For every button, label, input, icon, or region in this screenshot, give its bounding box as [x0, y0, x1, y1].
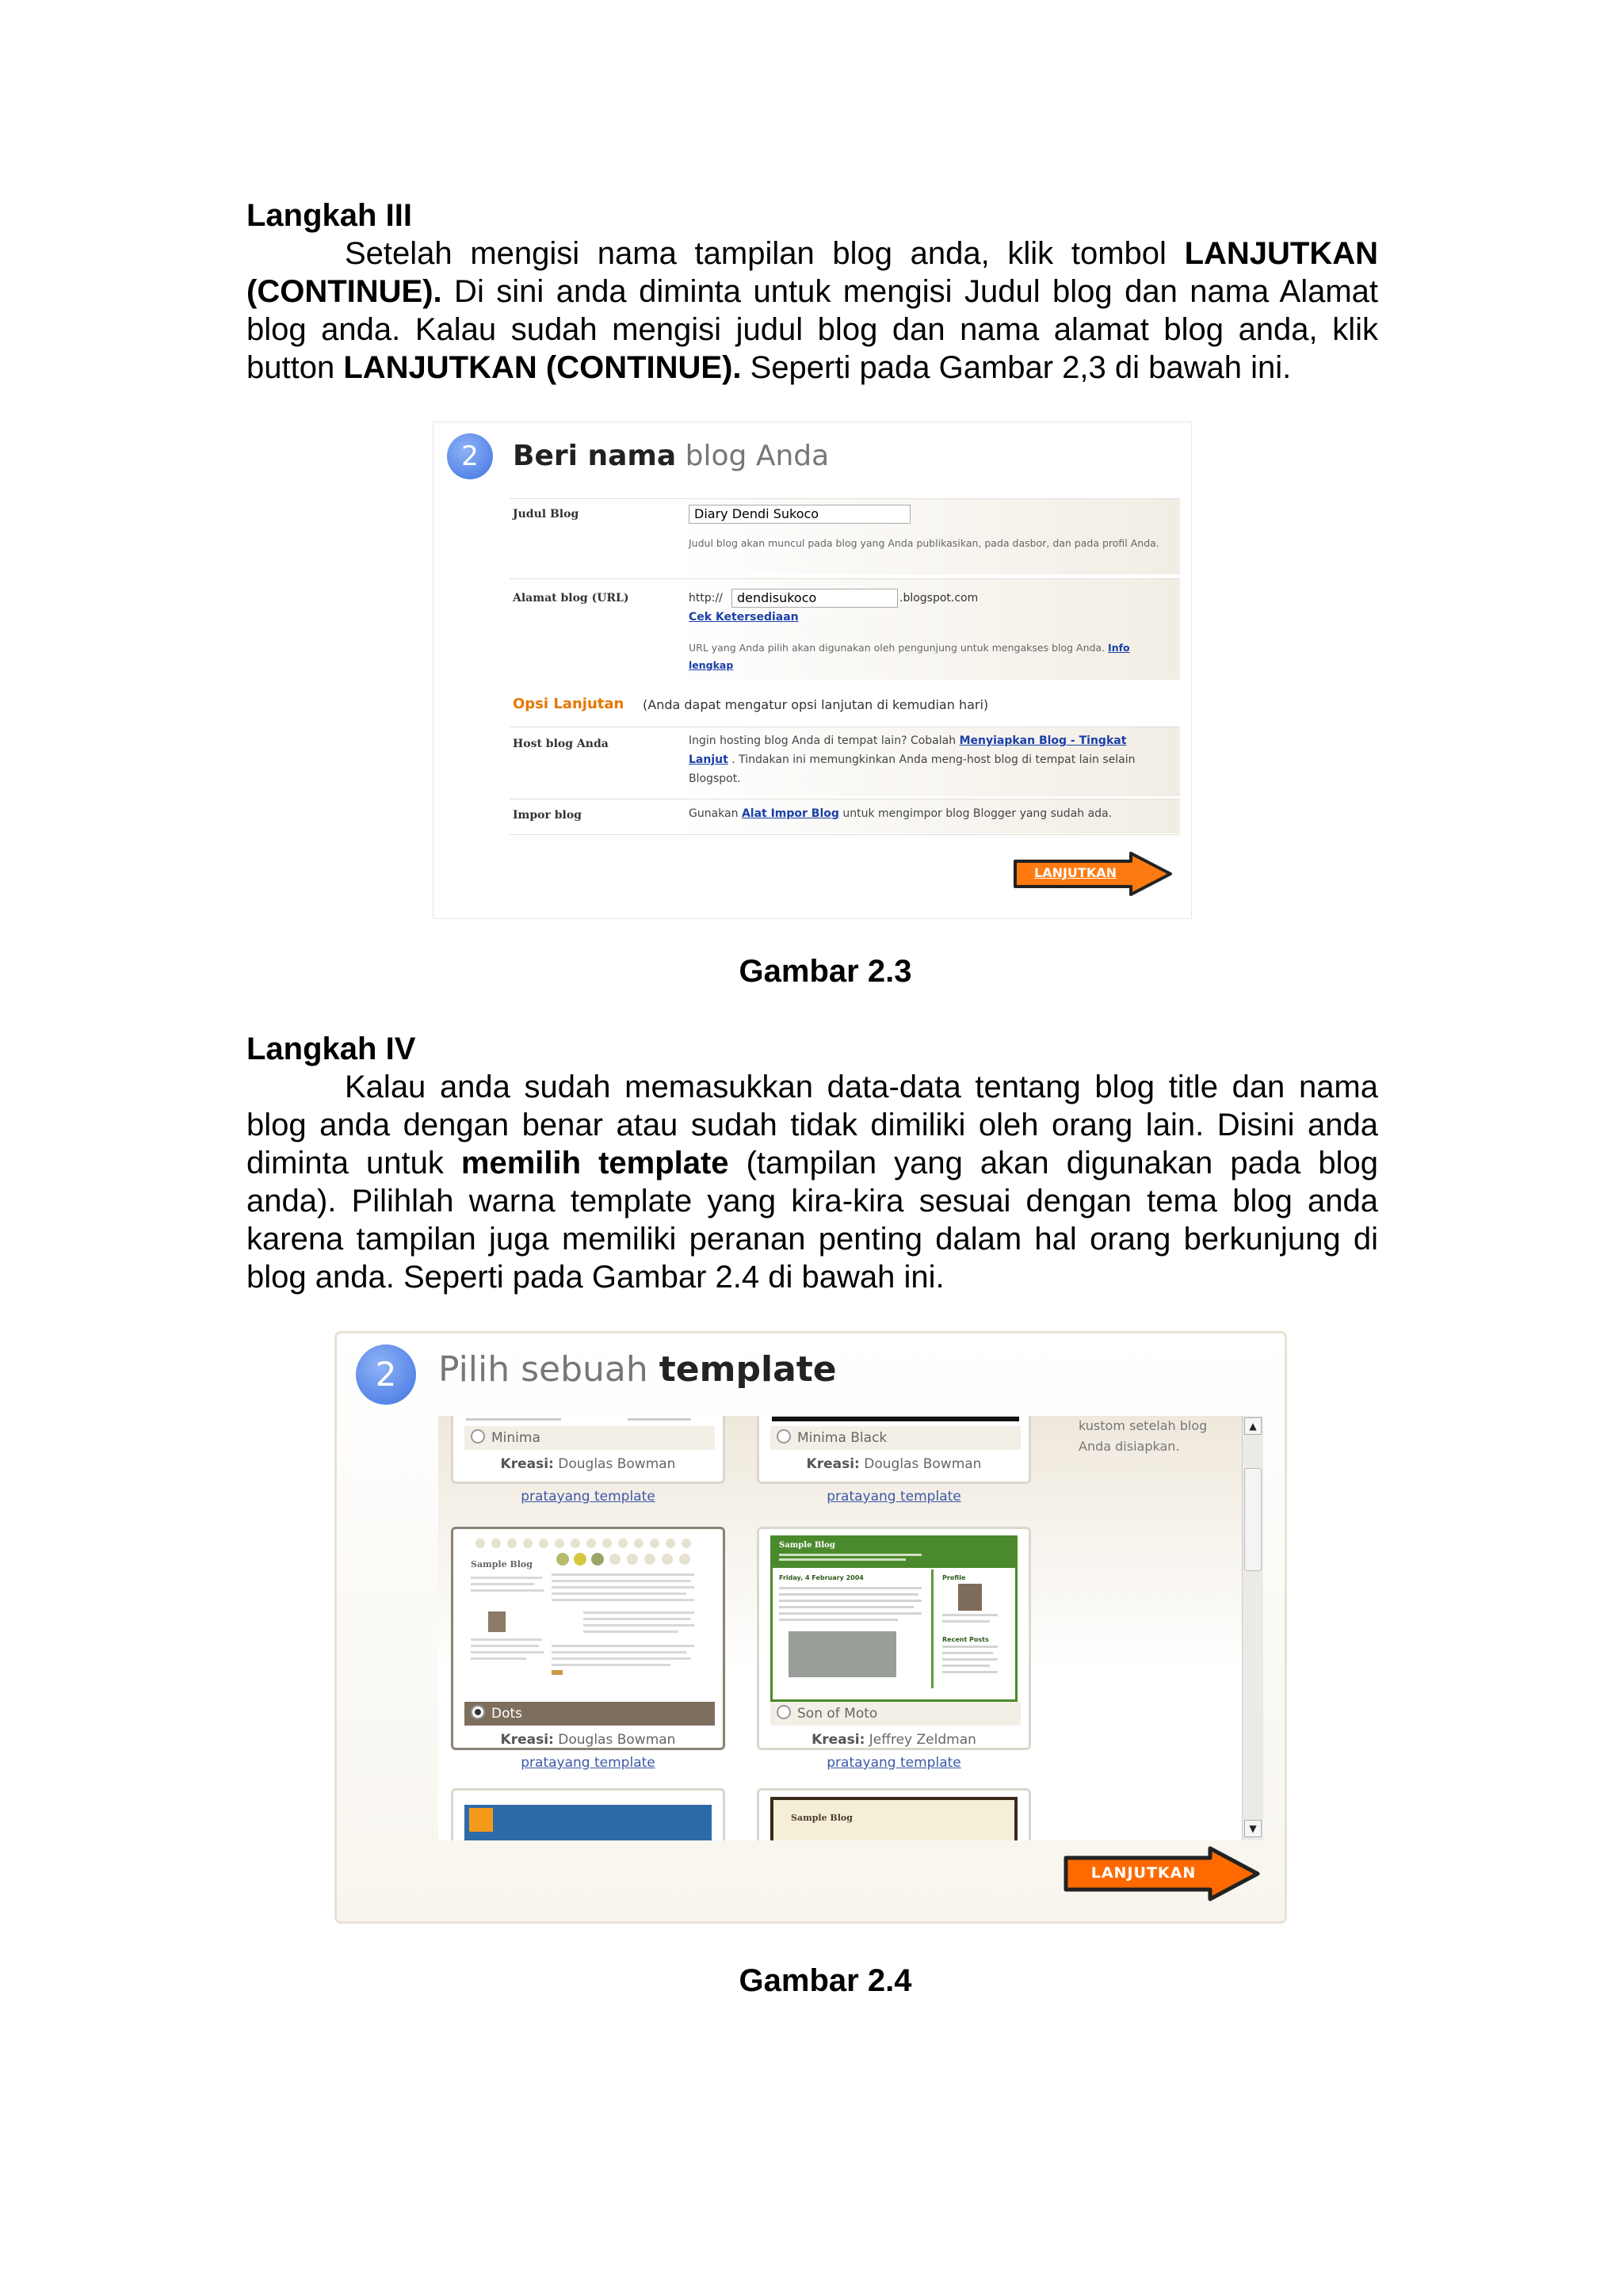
template-name: Minima — [491, 1430, 540, 1446]
template-author: Douglas Bowman — [558, 1456, 676, 1472]
figure-title: Pilih sebuah template — [438, 1349, 837, 1390]
caption-gambar-2-4: Gambar 2.4 — [739, 1963, 912, 1998]
preview-template-link[interactable]: pratayang template — [827, 1489, 961, 1505]
lanjutkan-button-label: LANJUTKAN — [1090, 1864, 1197, 1882]
template-name: Son of Moto — [797, 1706, 878, 1722]
impor-blog-label: Impor blog — [513, 809, 582, 822]
figure-pilih-template — [334, 1331, 1287, 1924]
moto-layout-icon — [773, 1538, 1018, 1702]
template-radio[interactable] — [777, 1705, 791, 1719]
step-number-badge: 2 — [356, 1344, 416, 1405]
scroll-down-icon[interactable]: ▼ — [1244, 1820, 1262, 1837]
url-suffix: .blogspot.com — [899, 592, 979, 605]
template-author: Douglas Bowman — [864, 1456, 982, 1472]
template-author: Jeffrey Zeldman — [869, 1732, 976, 1748]
langkah4-paragraph: Kalau anda sudah memasukkan data-data tentang blog title dan nama blog anda dengan benar atau sudah tidak dimiliki oleh orang lain. Disini anda diminta untuk memilih template (tampilan yang akan digunakan pada blog anda). Pilihlah warna template yang kira-kira sesuai dengan tema blog anda karena tampilan juga memiliki peranan penting dalam hal orang berkunjung di blog anda. Seperti pada Gambar 2.4 di bawah ini. — [246, 1070, 1378, 1295]
info-lengkap-link[interactable]: Info lengkap — [689, 642, 1130, 671]
template-scrollbar[interactable] — [1242, 1416, 1263, 1840]
son-of-moto-thumbnail: Sample Blog Friday, 4 February 2004 Profile Recent Posts — [770, 1535, 1018, 1702]
langkah3-paragraph: Setelah mengisi nama tampilan blog anda, klik tombol LANJUTKAN (CONTINUE). Di sini anda diminta untuk mengisi Judul blog dan nama Alamat blog anda. Kalau sudah mengisi judul blog dan nama alamat blog anda, klik button LANJUTKAN (CONTINUE). Seperti pada Gambar 2,3 di bawah ini. — [246, 236, 1378, 385]
preview-template-link[interactable]: pratayang template — [521, 1489, 655, 1505]
langkah3-heading: Langkah III — [246, 198, 412, 233]
dots-thumbnail: Sample Blog — [464, 1535, 712, 1702]
host-blog-label: Host blog Anda — [513, 738, 609, 750]
judul-blog-label: Judul Blog — [513, 508, 579, 521]
cek-ketersediaan-link[interactable]: Cek Ketersediaan — [689, 611, 799, 624]
dots-pattern-icon — [464, 1535, 712, 1702]
template-author: Douglas Bowman — [558, 1732, 676, 1748]
judul-blog-input[interactable]: Diary Dendi Sukoco — [689, 505, 911, 524]
template-card-son-of-moto[interactable]: Sample Blog Friday, 4 February 2004 Profile Recent Posts Son of Moto Kreasi: Jeffrey Zeldman — [757, 1527, 1031, 1750]
template-radio-selected[interactable] — [471, 1705, 485, 1719]
template-name: Minima Black — [797, 1430, 888, 1446]
template-card[interactable] — [451, 1788, 725, 1840]
lanjutkan-button[interactable] — [1012, 850, 1175, 898]
scroll-up-icon[interactable]: ▲ — [1244, 1417, 1262, 1435]
judul-blog-help: Judul blog akan muncul pada blog yang Anda publikasikan, pada dasbor, dan pada profil Anda. — [689, 537, 1159, 549]
scrollbar-thumb[interactable] — [1244, 1468, 1262, 1571]
caption-gambar-2-3: Gambar 2.3 — [739, 954, 912, 989]
alamat-blog-label: Alamat blog (URL) — [513, 592, 629, 605]
opsi-lanjutan-note: (Anda dapat mengatur opsi lanjutan di kemudian hari) — [643, 697, 989, 712]
template-card[interactable]: Minima Kreasi: Douglas Bowman — [451, 1416, 725, 1484]
lanjutkan-button[interactable] — [1063, 1845, 1262, 1902]
alat-impor-blog-link[interactable]: Alat Impor Blog — [741, 807, 839, 820]
template-gallery[interactable] — [438, 1416, 1242, 1840]
menyiapkan-blog-link[interactable]: Menyiapkan Blog - Tingkat Lanjut — [689, 734, 1127, 766]
template-card[interactable]: Minima Black Kreasi: Douglas Bowman — [757, 1416, 1031, 1484]
langkah4-heading: Langkah IV — [246, 1032, 416, 1066]
impor-blog-text: Gunakan Alat Impor Blog untuk mengimpor blog Blogger yang sudah ada. — [689, 807, 1113, 820]
step-number-badge: 2 — [447, 433, 493, 479]
url-help: URL yang Anda pilih akan digunakan oleh pengunjung untuk mengakses blog Anda. Info lengkap — [689, 642, 1130, 671]
preview-template-link[interactable]: pratayang template — [521, 1755, 655, 1771]
template-radio[interactable] — [471, 1429, 485, 1444]
template-card-dots[interactable]: Sample Blog Dots Kreasi: Douglas Bowman — [451, 1527, 725, 1750]
opsi-lanjutan-heading: Opsi Lanjutan — [513, 696, 624, 712]
template-radio[interactable] — [777, 1429, 791, 1444]
figure-beri-nama-blog — [433, 421, 1192, 919]
figure-title: Beri nama blog Anda — [513, 440, 830, 472]
template-card[interactable]: Sample Blog — [757, 1788, 1031, 1840]
url-input[interactable]: dendisukoco — [731, 589, 898, 608]
preview-template-link[interactable]: pratayang template — [827, 1755, 961, 1771]
template-side-note: kustom setelah blog Anda disiapkan. — [1079, 1418, 1208, 1454]
host-blog-text: Ingin hosting blog Anda di tempat lain? Cobalah Menyiapkan Blog - Tingkat Lanjut . Tindakan ini memungkinkan Anda meng-host blog di tempat lain selain Blogspot. — [689, 734, 1136, 785]
template-name: Dots — [491, 1706, 523, 1722]
lanjutkan-button-label: LANJUTKAN — [1034, 865, 1117, 880]
url-prefix: http:// — [689, 592, 723, 605]
